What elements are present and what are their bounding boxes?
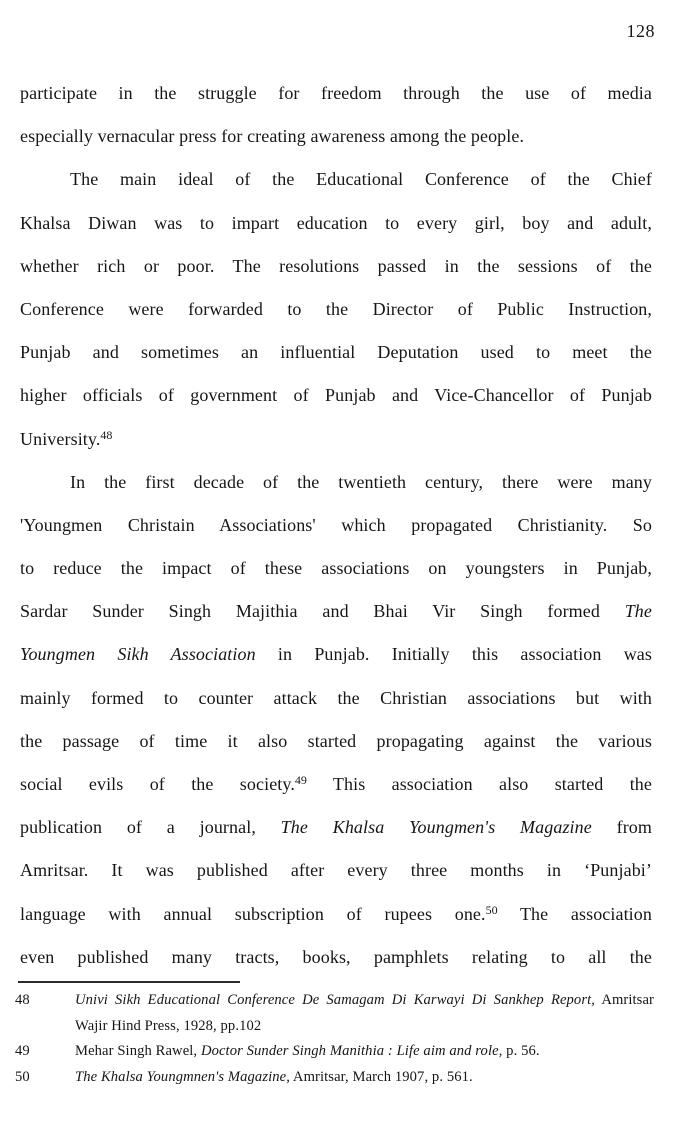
footnote-ref: 49 (294, 773, 307, 787)
text-run: in Punjab. Initially this association was (255, 644, 652, 665)
footnote-number: 49 (15, 1043, 30, 1059)
text-run: social evils of the society. (20, 774, 295, 794)
text-line (20, 893, 652, 936)
text-run: This association also started the (306, 774, 652, 794)
text-run: higher officials of government of Punjab and Vice-Chancellor of Punjab (20, 385, 652, 406)
body-text (20, 72, 652, 979)
text-run: , p. 56. (498, 1043, 540, 1059)
text-line (20, 374, 652, 417)
text-run: , Amritsar, March 1907, p. 561. (286, 1068, 473, 1085)
text-line (20, 763, 652, 806)
text-line (20, 677, 652, 720)
footnote (15, 1065, 654, 1091)
text-line (75, 1014, 654, 1040)
footnote-ref: 50 (485, 902, 498, 917)
footnote-list (15, 988, 654, 1090)
text-run: publication of a journal, (20, 817, 281, 838)
italic-run: Doctor Sunder Singh Manithia : Life aim and role (200, 1043, 499, 1059)
page-number: 128 (626, 21, 655, 41)
text-line (20, 806, 652, 849)
text-line (20, 115, 652, 158)
text-run: The main ideal of the Educational Conference of the Chief (70, 169, 652, 190)
italic-run: The Khalsa Youngmen's Magazine (280, 817, 592, 838)
italic-run: Univi Sikh Educational Conference De Samagam Di Karwayi Di Sankhep Report, (75, 992, 596, 1008)
text-line (20, 418, 652, 461)
text-line (20, 288, 652, 331)
footnote (15, 1039, 654, 1065)
text-run: mainly formed to counter attack the Christian associations but with (20, 687, 652, 708)
italic-run: The (624, 601, 652, 622)
text-line (20, 158, 652, 201)
text-line (75, 1065, 654, 1091)
text-run: In the first decade of the twentieth century, there were many (70, 471, 652, 492)
text-run: 'Youngmen Christain Associations' which propagated Christianity. So (20, 514, 652, 535)
footnote-number: 48 (15, 992, 30, 1008)
text-run: whether rich or poor. The resolutions passed in the sessions of the (20, 255, 652, 276)
text-line (20, 849, 652, 892)
text-line (20, 202, 652, 245)
text-run: to reduce the impact of these associations on youngsters in Punjab, (20, 558, 652, 579)
text-line (20, 633, 652, 676)
text-run: from (591, 817, 652, 838)
paragraph (20, 72, 652, 158)
text-run: Conference were forwarded to the Director of Public Instruction, (20, 298, 652, 319)
text-line (20, 720, 652, 763)
text-run: Wajir Hind Press, 1928, pp.102 (75, 1017, 262, 1034)
footnote-separator (18, 981, 240, 983)
text-run: especially vernacular press for creating awareness among the people. (20, 126, 525, 147)
text-line (20, 590, 652, 633)
text-line (20, 72, 652, 115)
text-run: the passage of time it also started propagating against the various (20, 730, 652, 751)
text-line (20, 331, 652, 374)
italic-run: Youngmen Sikh Association (20, 644, 256, 665)
text-line (20, 245, 652, 288)
footnote-ref: 48 (100, 427, 113, 442)
paragraph (20, 158, 652, 460)
text-run: Amritsar (595, 992, 654, 1008)
footnote-area (15, 981, 654, 1090)
italic-run: The Khalsa Youngmnen's Magazine (75, 1068, 287, 1085)
text-run: participate in the struggle for freedom through the use of media (20, 83, 652, 103)
text-line (20, 936, 652, 979)
text-run: Punjab and sometimes an influential Deputation used to meet the (20, 342, 652, 363)
text-run: The association (497, 903, 652, 924)
text-run: Sardar Sunder Singh Majithia and Bhai Vir Singh formed (20, 601, 625, 622)
text-line (20, 547, 652, 590)
text-line (75, 988, 654, 1014)
text-run: Khalsa Diwan was to impart education to every girl, boy and adult, (20, 212, 652, 233)
text-line (20, 461, 652, 504)
text-run: language with annual subscription of rupees one. (20, 903, 486, 924)
text-run: Mehar Singh Rawel, (75, 1043, 201, 1059)
text-run: even published many tracts, books, pamphlets relating to all the (20, 946, 652, 967)
footnote (15, 988, 654, 1039)
text-run: Amritsar. It was published after every three months in ‘Punjabi’ (20, 860, 652, 881)
text-line (20, 504, 652, 547)
text-line (75, 1039, 654, 1065)
paragraph (20, 461, 652, 979)
footnote-number: 50 (15, 1068, 30, 1085)
text-run: University. (20, 428, 101, 449)
